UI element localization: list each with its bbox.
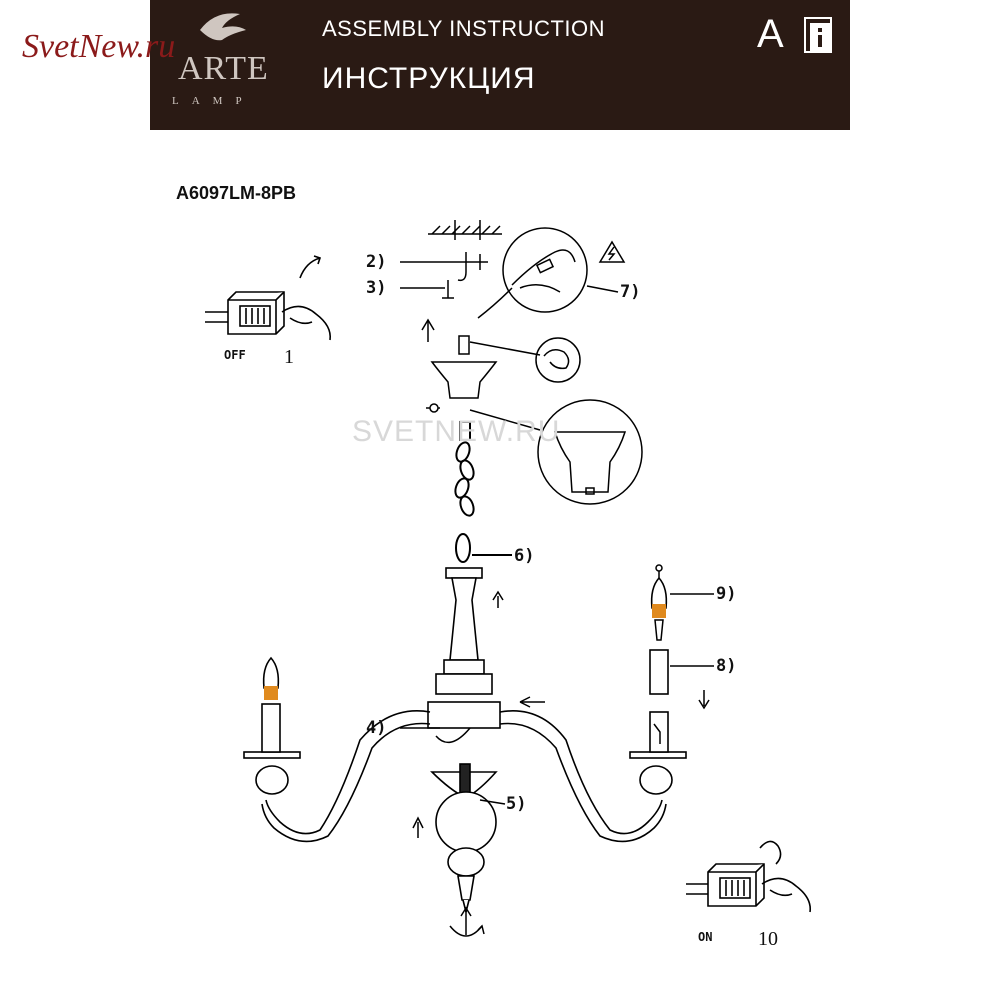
- callout-7: 7): [620, 282, 641, 302]
- callout-6: 6): [514, 546, 535, 566]
- switch-on-icon: [686, 841, 810, 912]
- canopy-icon: [426, 336, 496, 412]
- callout-8: 8): [716, 656, 737, 676]
- callout-2: 2): [366, 252, 387, 272]
- callout-4: 4): [366, 718, 387, 738]
- bird-logo-icon: [200, 13, 246, 40]
- watermark-logo: SvetNew.ru: [22, 28, 176, 65]
- ceiling-icon: [428, 220, 502, 240]
- warning-voltage-icon: [600, 242, 624, 262]
- info-book-icon: [805, 18, 831, 52]
- left-bulb-base: [264, 686, 278, 700]
- switch-off-label: OFF: [224, 348, 246, 362]
- brand-logo: ARTE: [178, 50, 269, 87]
- left-candle-holder: [244, 658, 300, 794]
- brand-sub: LAMP: [172, 95, 255, 107]
- model-number: A6097LM-8PB: [176, 183, 297, 203]
- switch-on-label: ON: [698, 930, 713, 944]
- central-column: [428, 568, 500, 728]
- screw-icon: [442, 280, 454, 298]
- bottom-finial: [432, 764, 496, 912]
- title-russian: ИНСТРУКЦИЯ: [322, 62, 536, 95]
- hook-icon: [440, 252, 488, 280]
- callout-3: 3): [366, 278, 387, 298]
- step-number-last: 10: [758, 928, 778, 950]
- title-english: ASSEMBLY INSTRUCTION: [322, 16, 606, 41]
- step-number-first: 1: [284, 346, 294, 368]
- callout-5: 5): [506, 794, 527, 814]
- wire-connector-icon: [478, 228, 618, 318]
- watermark-center: SVETNEW.RU: [352, 415, 561, 448]
- callout-9: 9): [716, 584, 737, 604]
- cable-clip-icon: [536, 338, 580, 382]
- right-bulb-base: [652, 604, 666, 618]
- switch-off-icon: [205, 256, 330, 340]
- language-letter: A: [757, 12, 784, 56]
